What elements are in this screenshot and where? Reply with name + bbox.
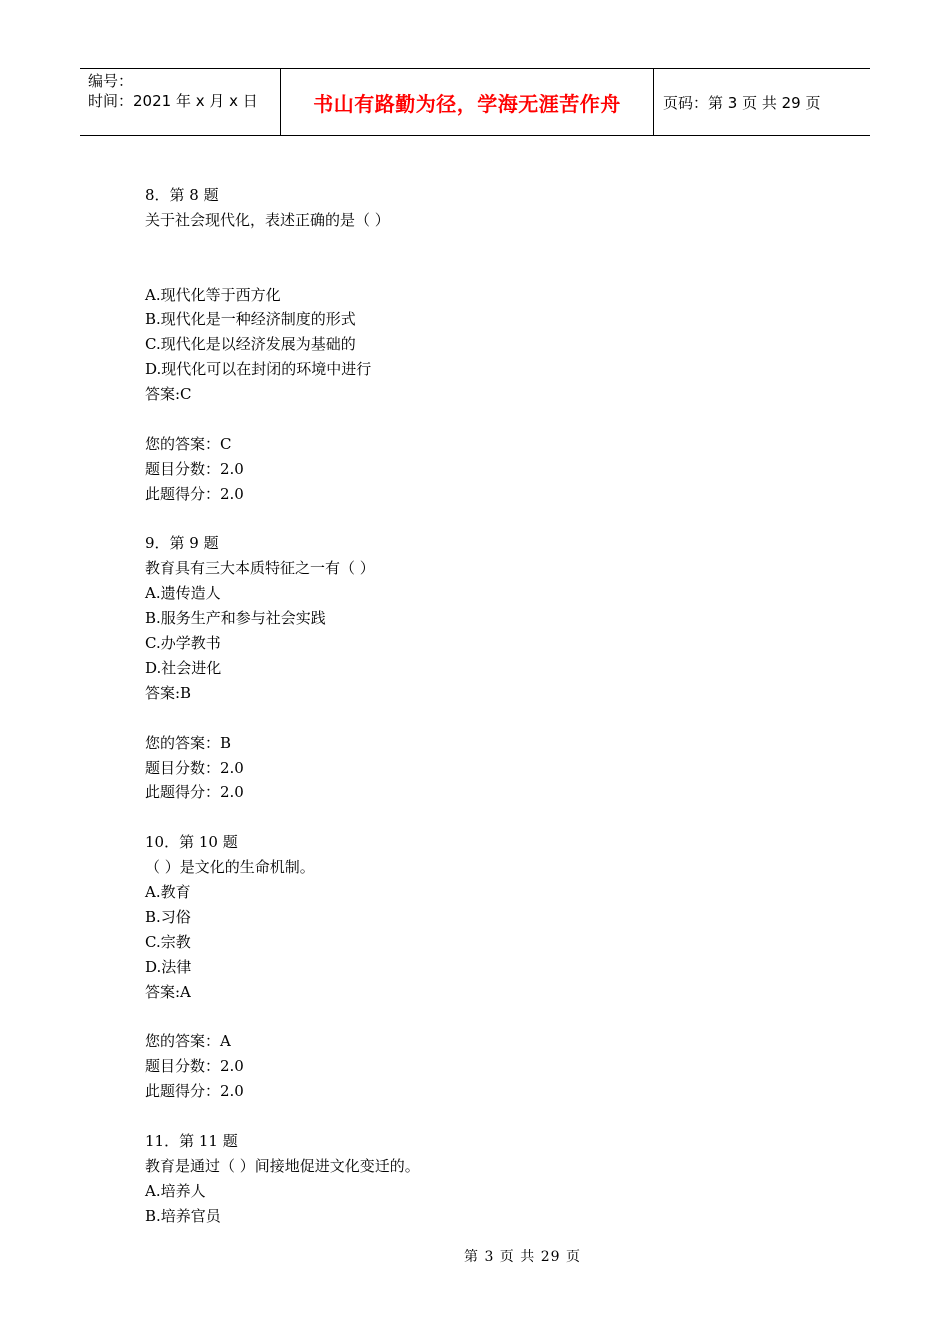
correct-answer: 答案:C bbox=[145, 385, 192, 404]
question-stem: 教育是通过（ ）间接地促进文化变迁的。 bbox=[145, 1156, 420, 1175]
page-header bbox=[80, 68, 870, 136]
option-a: A.教育 bbox=[145, 882, 191, 901]
option-d: D.法律 bbox=[145, 957, 192, 976]
question-title: 8．第 8 题 bbox=[145, 186, 219, 204]
page-footer bbox=[0, 1246, 950, 1266]
question-score: 题目分数：2.0 bbox=[145, 758, 244, 777]
option-c: C.宗教 bbox=[145, 932, 191, 951]
option-a: A.现代化等于西方化 bbox=[145, 285, 281, 304]
number-label: 编号： bbox=[88, 72, 134, 90]
earned-score: 此题得分：2.0 bbox=[145, 1082, 244, 1101]
option-a: A.遗传造人 bbox=[145, 584, 221, 603]
earned-score: 此题得分：2.0 bbox=[145, 484, 244, 503]
header-page-info bbox=[654, 69, 870, 135]
option-b: B.习俗 bbox=[145, 907, 191, 926]
page-info-text: 页码：第 3 页 共 29 页 bbox=[663, 93, 821, 112]
question-title: 11．第 11 题 bbox=[145, 1131, 238, 1150]
option-d: D.现代化可以在封闭的环境中进行 bbox=[145, 360, 372, 379]
question-stem: （ ）是文化的生命机制。 bbox=[145, 858, 315, 877]
correct-answer: 答案:A bbox=[145, 982, 191, 1001]
question-9 bbox=[145, 531, 845, 830]
question-score: 题目分数：2.0 bbox=[145, 1057, 244, 1076]
question-stem: 关于社会现代化，表述正确的是（ ） bbox=[145, 210, 390, 229]
time-label: 时间：2021 年 x 月 x 日 bbox=[88, 92, 258, 110]
your-answer: 您的答案：B bbox=[145, 733, 232, 752]
option-c: C.办学教书 bbox=[145, 634, 221, 653]
question-title: 10．第 10 题 bbox=[145, 833, 238, 852]
option-b: B.培养官员 bbox=[145, 1206, 221, 1225]
option-c: C.现代化是以经济发展为基础的 bbox=[145, 335, 356, 354]
question-10 bbox=[145, 830, 845, 1129]
option-a: A.培养人 bbox=[145, 1181, 206, 1200]
footer-page-label: 第 3 页 共 29 页 bbox=[464, 1249, 581, 1265]
question-title: 9．第 9 题 bbox=[145, 534, 219, 553]
option-d: D.社会进化 bbox=[145, 658, 222, 677]
question-11 bbox=[145, 1129, 845, 1229]
earned-score: 此题得分：2.0 bbox=[145, 783, 244, 802]
your-answer: 您的答案：A bbox=[145, 1032, 231, 1051]
header-motto-cell bbox=[281, 69, 654, 135]
option-b: B.现代化是一种经济制度的形式 bbox=[145, 310, 356, 329]
your-answer: 您的答案：C bbox=[145, 434, 232, 453]
question-score: 题目分数：2.0 bbox=[145, 459, 244, 478]
header-meta bbox=[80, 69, 281, 135]
question-list bbox=[145, 183, 845, 1228]
question-stem: 教育具有三大本质特征之一有（ ） bbox=[145, 559, 375, 578]
question-8 bbox=[145, 183, 845, 531]
correct-answer: 答案:B bbox=[145, 683, 192, 702]
motto-text: 书山有路勤为径，学海无涯苦作舟 bbox=[313, 91, 621, 116]
option-b: B.服务生产和参与社会实践 bbox=[145, 609, 326, 628]
